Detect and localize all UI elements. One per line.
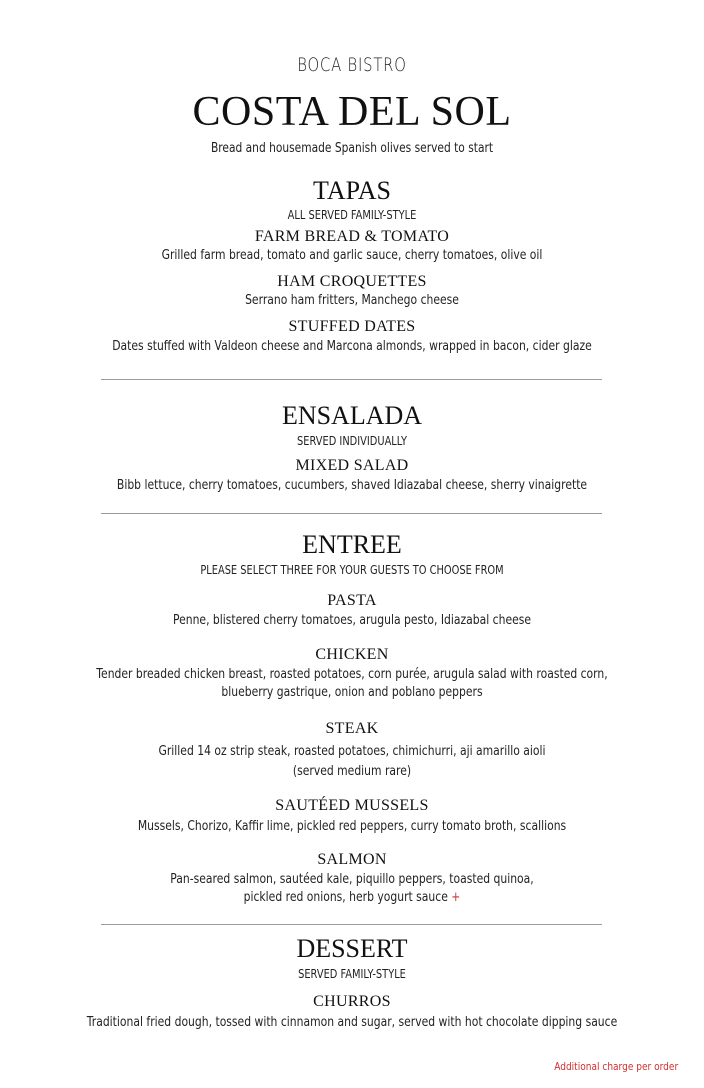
item-desc-steak-line1: Grilled 14 oz strip steak, roasted potatoes, chimichurri, aji amarillo aioli [158, 743, 546, 759]
menu-title: COSTA DEL SOL [192, 89, 512, 135]
section-heading-entree: ENTREE [302, 530, 402, 559]
section-heading-tapas: TAPAS [313, 176, 391, 205]
item-name-churros: CHURROS [313, 993, 391, 1010]
section-heading-ensalada: ENSALADA [281, 401, 423, 430]
item-name-mixed-salad: MIXED SALAD [295, 457, 409, 474]
item-desc-salmon-line2: pickled red onions, herb yogurt sauce [243, 889, 448, 905]
item-desc-ham-croquettes: Serrano ham fritters, Manchego cheese [245, 292, 459, 308]
item-desc-farm-bread: Grilled farm bread, tomato and garlic sauce, cherry tomatoes, olive oil [161, 247, 543, 263]
additional-charge-note: Additional charge per order [554, 1060, 678, 1073]
section-note-tapas: ALL SERVED FAMILY-STYLE [287, 208, 417, 222]
section-divider [101, 379, 602, 380]
item-name-steak: STEAK [325, 720, 379, 737]
item-desc-chicken-line2: blueberry gastrique, onion and poblano peppers [221, 684, 483, 700]
item-name-sauteed-mussels: SAUTÉED MUSSELS [275, 797, 429, 814]
item-name-farm-bread: FARM BREAD & TOMATO [254, 228, 450, 245]
item-name-pasta: PASTA [327, 592, 377, 609]
brand-name: BOCA BISTRO [297, 54, 407, 76]
item-desc-salmon-line2-wrap [70, 888, 633, 906]
section-divider [101, 513, 602, 514]
menu-subtitle: Bread and housemade Spanish olives served to start [210, 141, 494, 156]
section-note-entree: PLEASE SELECT THREE FOR YOUR GUESTS TO CHOOSE FROM [200, 563, 504, 577]
section-note-dessert: SERVED FAMILY-STYLE [298, 967, 406, 981]
item-desc-churros: Traditional fried dough, tossed with cinnamon and sugar, served with hot chocolate dipping sauce [86, 1014, 618, 1030]
item-desc-stuffed-dates: Dates stuffed with Valdeon cheese and Marcona almonds, wrapped in bacon, cider glaze [112, 338, 592, 354]
item-name-chicken: CHICKEN [315, 646, 389, 663]
item-desc-chicken-line1: Tender breaded chicken breast, roasted potatoes, corn purée, arugula salad with roasted corn, [96, 666, 608, 682]
item-desc-steak-line2: (served medium rare) [292, 763, 412, 779]
item-name-stuffed-dates: STUFFED DATES [288, 318, 416, 335]
item-desc-sauteed-mussels: Mussels, Chorizo, Kaffir lime, pickled red peppers, curry tomato broth, scallions [137, 818, 567, 834]
item-desc-mixed-salad: Bibb lettuce, cherry tomatoes, cucumbers, shaved Idiazabal cheese, sherry vinaigrette [116, 477, 588, 493]
additional-charge-marker: + [451, 889, 461, 905]
item-desc-salmon-line1: Pan-seared salmon, sautéed kale, piquillo peppers, toasted quinoa, [170, 871, 534, 887]
section-divider [101, 924, 602, 925]
item-name-salmon: SALMON [317, 851, 387, 868]
item-name-ham-croquettes: HAM CROQUETTES [277, 273, 427, 290]
item-desc-pasta: Penne, blistered cherry tomatoes, arugula pesto, Idiazabal cheese [172, 612, 532, 628]
section-heading-dessert: DESSERT [296, 934, 408, 963]
section-note-ensalada: SERVED INDIVIDUALLY [297, 434, 407, 448]
